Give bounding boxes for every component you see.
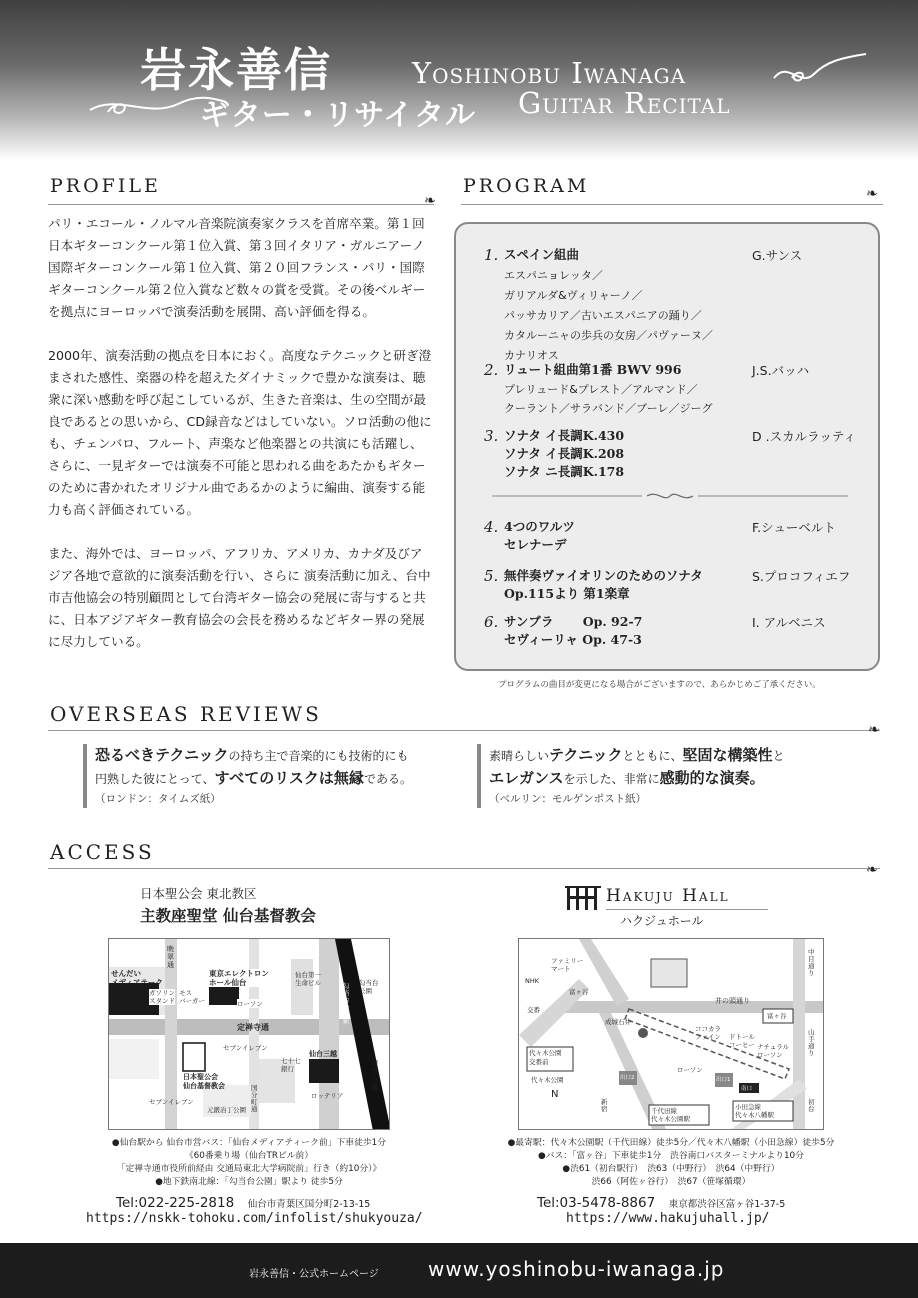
map-label: モス バーガー (179, 989, 205, 1005)
program-number: 2. (484, 361, 499, 379)
footer-bar (0, 1243, 918, 1298)
map-label: セブンイレブン (149, 1098, 194, 1106)
venue1-info (104, 1137, 394, 1189)
program-composer: J.S.バッハ (752, 363, 810, 378)
japanese-subtitle: ギター・リサイタル (200, 98, 476, 133)
map-label: 千代田線 代々木公園駅 (651, 1107, 690, 1123)
venue2-map (518, 938, 824, 1130)
map-label: 仙台三越 (309, 1050, 337, 1058)
map-label: 元鍛冶丁公園 (207, 1106, 246, 1114)
map-label: 七十七 銀行 (281, 1057, 301, 1073)
review-highlight: 感動的な演奏。 (659, 769, 765, 787)
map-label: 富ヶ谷 (569, 988, 589, 996)
map-label: ファミリー マート (551, 957, 584, 973)
access-ornament-icon: ❧ (866, 862, 878, 878)
program-composer: I. アルベニス (752, 615, 826, 630)
review-highlight: 恐るべきテクニック (95, 746, 229, 764)
venue2-info-line: 渋66（阿佐ヶ谷行） 渋67（笹塚循環） (591, 1177, 751, 1187)
japanese-title: 岩永善信 (140, 43, 332, 97)
review-text: の持ち主で音楽的にも技術的にも (228, 749, 409, 763)
program-composer: D .スカルラッティ (752, 429, 856, 444)
review-line (489, 744, 785, 767)
map-label: 東京エレクトロン ホール仙台 (209, 969, 269, 987)
program-title: サンブラ Op. 92-7 (504, 614, 643, 629)
review-london (83, 744, 412, 808)
venue1-info-line: 《60番乗り場（仙台TRビル前） (184, 1151, 314, 1161)
profile-paragraph: また、海外では、ヨーロッパ、アフリカ、アメリカ、カナダ及びアジア各地で意欲的に演奏活動を行い、さらに 演奏活動に加え、台中市吉他協会の特別顧問として台湾ギター協会の発展に寄与すると共に、日本アジアギター教育協会の会長を務めるなどギター界の発展に尽力している。 (48, 546, 431, 649)
review-highlight: エレガンス (489, 769, 564, 787)
program-movement: プレリュード&プレスト／アルマンド／ (504, 383, 698, 396)
profile-divider (48, 204, 434, 205)
program-title: ソナタ イ長調K.208 (504, 446, 625, 461)
map-label: 富ヶ谷 (767, 1012, 787, 1020)
map-label: 定禅寺通 (237, 1023, 269, 1032)
review-source: （ロンドン：タイムズ紙） (95, 793, 221, 805)
review-highlight: 堅固な構築性 (682, 746, 773, 764)
venue2-kana: ハクジュホール (620, 914, 704, 928)
map-label: NHK (525, 977, 540, 985)
program-title: 無伴奏ヴァイオリンのためのソナタ (504, 568, 703, 583)
review-text: を示した、非常に (563, 772, 660, 786)
program-title: Op.115より 第1楽章 (504, 586, 630, 601)
map-label: 中目通り (808, 948, 815, 977)
program-title: 4つのワルツ (504, 519, 575, 534)
map-label: 出口2 (620, 1075, 635, 1081)
review-berlin (477, 744, 785, 808)
program-heading: PROGRAM (463, 175, 590, 197)
map-label: 新宿 (601, 1098, 608, 1113)
program-divider-ornament (492, 490, 848, 502)
venue2-info-line: ●最寄駅：代々木公園駅（千代田線）徒歩5分／代々木八幡駅（小田急線）徒歩5分 (507, 1138, 835, 1148)
english-title-recital: Guitar Recital (518, 86, 731, 120)
program-movement: クーラント／サラバンド／ブーレ／ジーグ (504, 402, 713, 415)
map-label: 仙台第一 生命ビル (295, 971, 321, 987)
map-label: ガソリン スタンド (149, 989, 175, 1005)
venue2-info (506, 1137, 836, 1189)
review-highlight: すべてのリスクは無縁 (214, 769, 364, 787)
review-source: （ベルリン：モルゲンポスト紙） (489, 793, 647, 805)
profile-paragraph: パリ・エコール・ノルマル音楽院演奏家クラスを首席卒業。第１回日本ギターコンクール第１位入賞、第３回イタリア・ガルニアーノ国際ギターコンクール第１位入賞、第２０回フランス・パリ・国際ギターコンクール第２位入賞など数々の賞を受賞。その後ベルギーを拠点にヨーロッパで演奏活動を展開、高い評価を得る。 (48, 216, 426, 319)
map-label: 勾当台通 (371, 1059, 378, 1091)
map-label: ナチュラル ローソン (757, 1043, 790, 1059)
venue2-tel: Tel:03-5478-8867 (537, 1195, 656, 1211)
profile-text (48, 213, 433, 675)
profile-heading: PROFILE (50, 175, 161, 197)
right-flourish-ornament (770, 48, 870, 92)
venue2-url-link[interactable]: https://www.hakujuhall.jp/ (566, 1211, 770, 1226)
program-number: 1. (484, 246, 499, 264)
map-label: 南口 (741, 1086, 753, 1092)
venue1-info-line: ●仙台駅から 仙台市営バス：「仙台メディアティーク前」下車徒歩1分 (111, 1138, 387, 1148)
north-arrow-icon: N (551, 1089, 559, 1100)
profile-ornament-icon: ❧ (424, 193, 436, 209)
reviews-ornament-icon: ❧ (868, 722, 880, 738)
review-line (489, 767, 785, 790)
map-label: ローソン (237, 1000, 263, 1008)
review-highlight: テクニック (549, 746, 623, 764)
english-title-name: Yoshinobu Iwanaga (412, 56, 687, 90)
map-label: 晩翠通 (167, 945, 174, 969)
hakuju-logo-icon (565, 884, 601, 912)
map-label: ココカラ ファイン (695, 1025, 721, 1041)
review-text: である。 (363, 772, 412, 786)
venue1-info-line: ●地下鉄南北線：「勾当台公園」駅より 徒歩5分 (155, 1177, 343, 1187)
access-divider (48, 868, 880, 869)
program-movement: エスパニョレッタ／ (504, 269, 603, 282)
footer-label: 岩永善信・公式ホームページ (249, 1269, 379, 1280)
header-banner (0, 0, 918, 160)
venue1-tel: Tel:022-225-2818 (116, 1195, 235, 1211)
map-label: せんだい メディアテーク (111, 969, 163, 987)
map-label: ドトール コーヒー (729, 1033, 755, 1049)
map-label: 日本聖公会 仙台基督教会 (183, 1073, 225, 1090)
review-line (95, 744, 412, 767)
map-label: 交番 (527, 1006, 540, 1014)
venue2-info-line: ●バス：「富ヶ谷」下車徒歩1分 渋谷南口バスターミナルより10分 (538, 1151, 804, 1161)
program-box (454, 222, 880, 671)
program-divider (461, 204, 883, 205)
venue2-name-underline (606, 909, 768, 910)
program-change-note: プログラムの曲目が変更になる場合がございますので、あらかじめご了承ください。 (498, 680, 821, 690)
review-text: と (772, 749, 785, 763)
program-title: リュート組曲第1番 BWV 996 (504, 362, 682, 377)
profile-paragraph: 2000年、演奏活動の拠点を日本におく。高度なテクニックと研ぎ澄まされた感性、楽器の枠を超えたダイナミックで豊かな演奏は、聴衆に深い感動を呼び起こしているが、生きた音楽は、生の空間が最良であるとの思いから、CD録音などはしていない。ソロ活動の他にも、チェンバロ、フルート、声楽など他楽器との共演にも活躍し、さらに、一見ギターでは演奏不可能と思われる曲をあたかもギターのために書かれたオリジナル曲であるかのように編曲、演奏する能力も高く評価されている。 (48, 348, 432, 517)
map-label: ローソン (677, 1066, 703, 1074)
program-number: 3. (484, 427, 499, 445)
program-composer: F.シューベルト (752, 520, 836, 535)
review-text: 円熟した彼にとって、 (95, 772, 215, 786)
program-movement: ガリアルダ&ヴィリャーノ／ (504, 289, 643, 302)
program-movement: パッサカリア／古いエスパニアの踊り／ (504, 309, 702, 322)
program-title: ソナタ ニ長調K.178 (504, 464, 625, 479)
program-composer: G.サンス (752, 248, 803, 263)
map-label: 小田急線 代々木八幡駅 (735, 1103, 774, 1119)
review-text: とともに、 (622, 749, 683, 763)
venue2-contact (537, 1191, 785, 1211)
program-number: 6. (484, 613, 499, 631)
program-composer: S.プロコフィエフ (752, 569, 851, 584)
venue1-org: 日本聖公会 東北教区 (140, 886, 257, 901)
venue2-name: Hakuju Hall (606, 886, 730, 906)
venue2-address: 東京都渋谷区富ヶ谷1-37-5 (668, 1199, 786, 1210)
venue1-address: 仙台市青葉区国分町2-13-15 (247, 1199, 371, 1210)
program-number: 4. (484, 518, 499, 536)
map-label: 初台 (808, 1098, 815, 1113)
program-title: スペイン組曲 (504, 247, 580, 262)
venue1-name: 主教座聖堂 仙台基督教会 (140, 906, 316, 925)
venue1-url-link[interactable]: https://nskk-tohoku.com/infolist/shukyouza/ (86, 1211, 423, 1226)
venue1-map (108, 938, 390, 1130)
venue1-info-line: 「定禅寺通市役所前経由 交通局東北大学病院前」行き（約10分）》 (116, 1164, 382, 1174)
map-label: ロッテリア (311, 1092, 344, 1100)
program-ornament-icon: ❧ (866, 186, 878, 202)
map-label: 出口1 (716, 1077, 731, 1083)
map-label: 井の頭通り (715, 997, 750, 1005)
program-movement: カタルーニャの歩兵の女房／パヴァーヌ／ (504, 329, 713, 342)
map-label: 勾当台 公園 (359, 979, 379, 995)
venue2-info-line: ●渋61（初台駅行） 渋63（中野行） 渋64（中野行） (562, 1164, 780, 1174)
reviews-divider (48, 730, 880, 731)
map-label: 国分町通 (251, 1084, 258, 1113)
review-line (95, 767, 412, 790)
program-number: 5. (484, 567, 499, 585)
map-label: 山手通り (808, 1028, 815, 1057)
reviews-heading: OVERSEAS REVIEWS (50, 702, 322, 726)
program-title: セヴィーリャ Op. 47-3 (504, 632, 642, 647)
review-text: 素晴らしい (489, 749, 550, 763)
program-movement: カナリオス (504, 349, 559, 362)
map-label: 代々木公園 (531, 1076, 564, 1084)
program-title: ソナタ イ長調K.430 (504, 428, 625, 443)
map-label: 代々木公園 交番前 (529, 1049, 562, 1066)
program-title: セレナーデ (504, 537, 567, 552)
map-label: 勾当台公園駅 (343, 982, 350, 1025)
access-heading: ACCESS (50, 840, 155, 864)
map-label: セブンイレブン (223, 1044, 268, 1052)
official-site-link[interactable]: www.yoshinobu-iwanaga.jp (428, 1257, 725, 1281)
venue1-contact (116, 1191, 370, 1211)
map-label: 成城石井 (605, 1018, 631, 1026)
